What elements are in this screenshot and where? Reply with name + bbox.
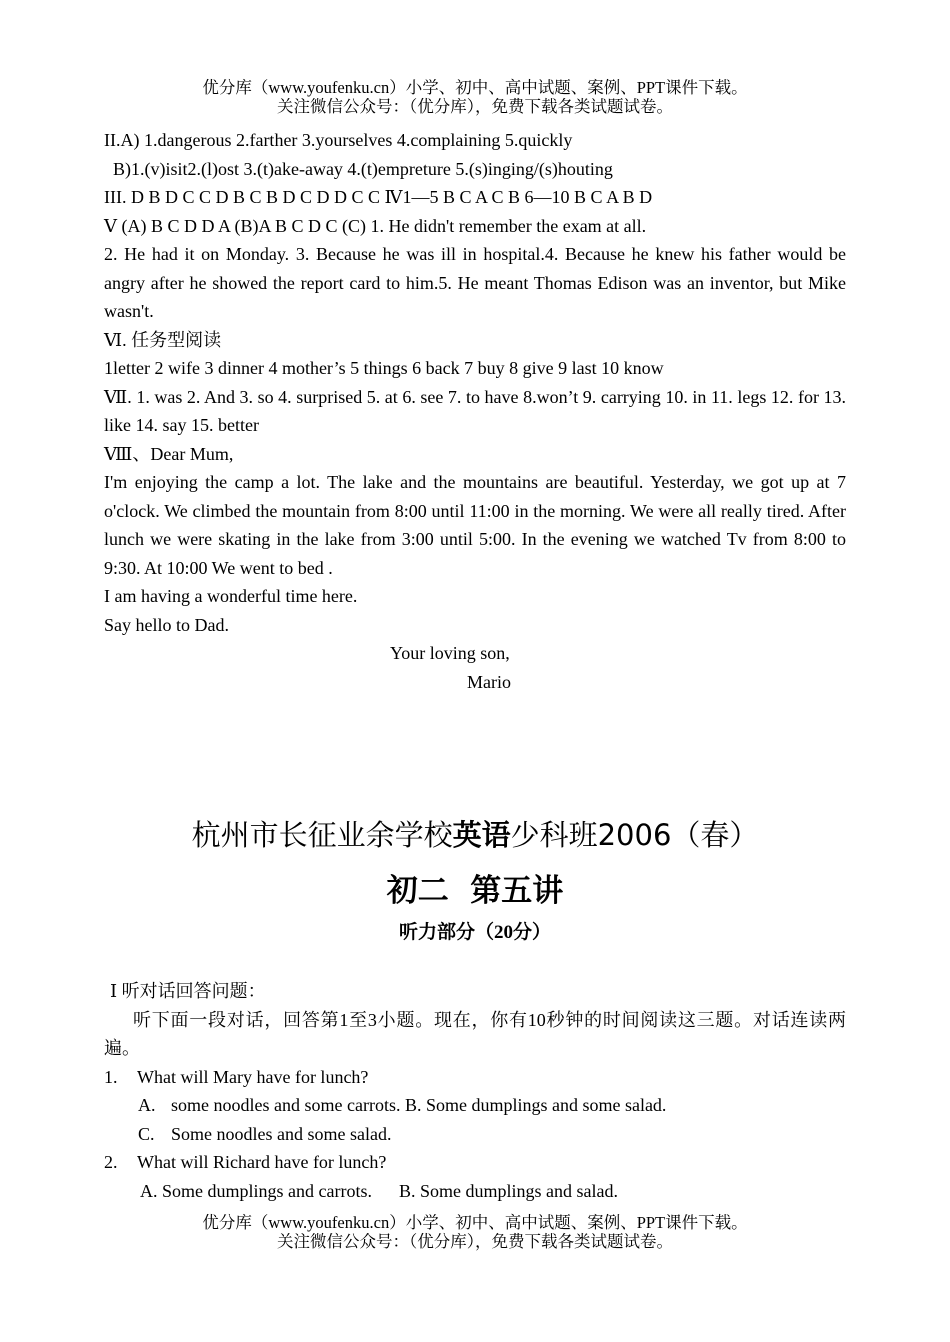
answer-paragraph-V-C: 2. He had it on Monday. 3. Because he was ill in hospital.4. Because he knew his father would be angry after he showed the report card to him.5. He meant Thomas Edison was an inventor, but Mike wasn't. — [104, 244, 846, 321]
footer-line-1: 优分库（www.youfenku.cn）小学、初中、高中试题、案例、PPT课件下载。 — [202, 1213, 748, 1232]
listening-instruction: 听下面一段对话，回答第1至3小题。现在，你有10秒钟的时间阅读这三题。对话连读两遍。 — [104, 1009, 846, 1058]
header-line-2: 关注微信公众号：（优分库），免费下载各类试题试卷。 — [277, 97, 673, 116]
listening-heading: Ⅰ 听对话回答问题： — [110, 981, 266, 1001]
question-1 — [104, 1063, 846, 1092]
letter-signature: Mario — [467, 671, 511, 692]
answer-line-V: Ⅴ (A) B C D D A (B)A B C D C (C) 1. He didn't remember the exam at all. — [104, 215, 647, 236]
question-number: 1. — [104, 1066, 118, 1087]
answer-line-III-IV: III. D B D C C D B C B D C D D C C Ⅳ1—5 B C A C B 6—10 B C A B D — [104, 187, 653, 207]
listening-section — [104, 977, 846, 1205]
answer-letter-body: I'm enjoying the camp a lot. The lake and the mountains are beautiful. Yesterday, we got up at 7 o'clock. We climbed the mountain from 8:00 until 11:00 in the morning. We were all really tired. After lunch we were skating in the lake from 3:00 until 5:00. In the evening we watched Tv from 8:00 to 9:30. At 10:00 We went to bed . — [104, 472, 846, 578]
answer-line-IIB: B)1.(v)isit2.(l)ost 3.(t)ake-away 4.(t)empreture 5.(s)inging/(s)houting — [113, 158, 613, 179]
option-text: some noodles and some carrots. B. Some dumplings and some salad. — [171, 1095, 667, 1115]
question-2-options: A. Some dumplings and carrots. B. Some dumplings and salad. — [140, 1180, 618, 1201]
answer-line-VI: 1letter 2 wife 3 dinner 4 mother’s 5 things 6 back 7 buy 8 give 9 last 10 know — [104, 358, 664, 378]
title-part-3: 少科班2006（春） — [510, 818, 759, 852]
answer-line-II: II.A) 1.dangerous 2.farther 3.yourselves 4.complaining 5.quickly — [104, 130, 573, 150]
answer-line-VI-heading: Ⅵ. 任务型阅读 — [104, 329, 222, 350]
answer-letter-greeting: Ⅷ、Dear Mum, — [104, 443, 234, 464]
question-number: 2. — [104, 1152, 118, 1172]
footer-line-2: 关注微信公众号：（优分库），免费下载各类试题试卷。 — [277, 1232, 673, 1251]
answer-letter-line: Say hello to Dad. — [104, 614, 229, 635]
page-header — [0, 78, 950, 116]
header-line-1: 优分库（www.youfenku.cn）小学、初中、高中试题、案例、PPT课件下载。 — [202, 78, 748, 97]
exam-title — [0, 812, 950, 858]
question-text: What will Mary have for lunch? — [137, 1066, 369, 1087]
question-2 — [104, 1148, 846, 1177]
answer-paragraph-VII: Ⅶ. 1. was 2. And 3. so 4. surprised 5. at 6. see 7. to have 8.won’t 9. carrying 10. in 11. legs 12. for 13. like 14. say 15. better — [104, 386, 846, 435]
option-label: C. — [138, 1123, 155, 1144]
title-part-2: 英语 — [452, 818, 511, 852]
question-1-options-ab — [104, 1091, 846, 1120]
question-text: What will Richard have for lunch? — [137, 1152, 387, 1172]
answer-letter-line: I am having a wonderful time here. — [104, 586, 358, 606]
answer-key — [104, 126, 846, 696]
page-footer — [0, 1213, 950, 1251]
title-part-1: 杭州市长征业余学校 — [191, 818, 453, 852]
lecture-title: 初二 第五讲 — [386, 873, 564, 909]
option-text: Some noodles and some salad. — [171, 1123, 392, 1144]
section-title: 听力部分（20分） — [398, 922, 551, 943]
option-label: A. — [138, 1095, 156, 1115]
question-1-option-c — [104, 1120, 846, 1149]
letter-closing: Your loving son, — [390, 643, 510, 663]
